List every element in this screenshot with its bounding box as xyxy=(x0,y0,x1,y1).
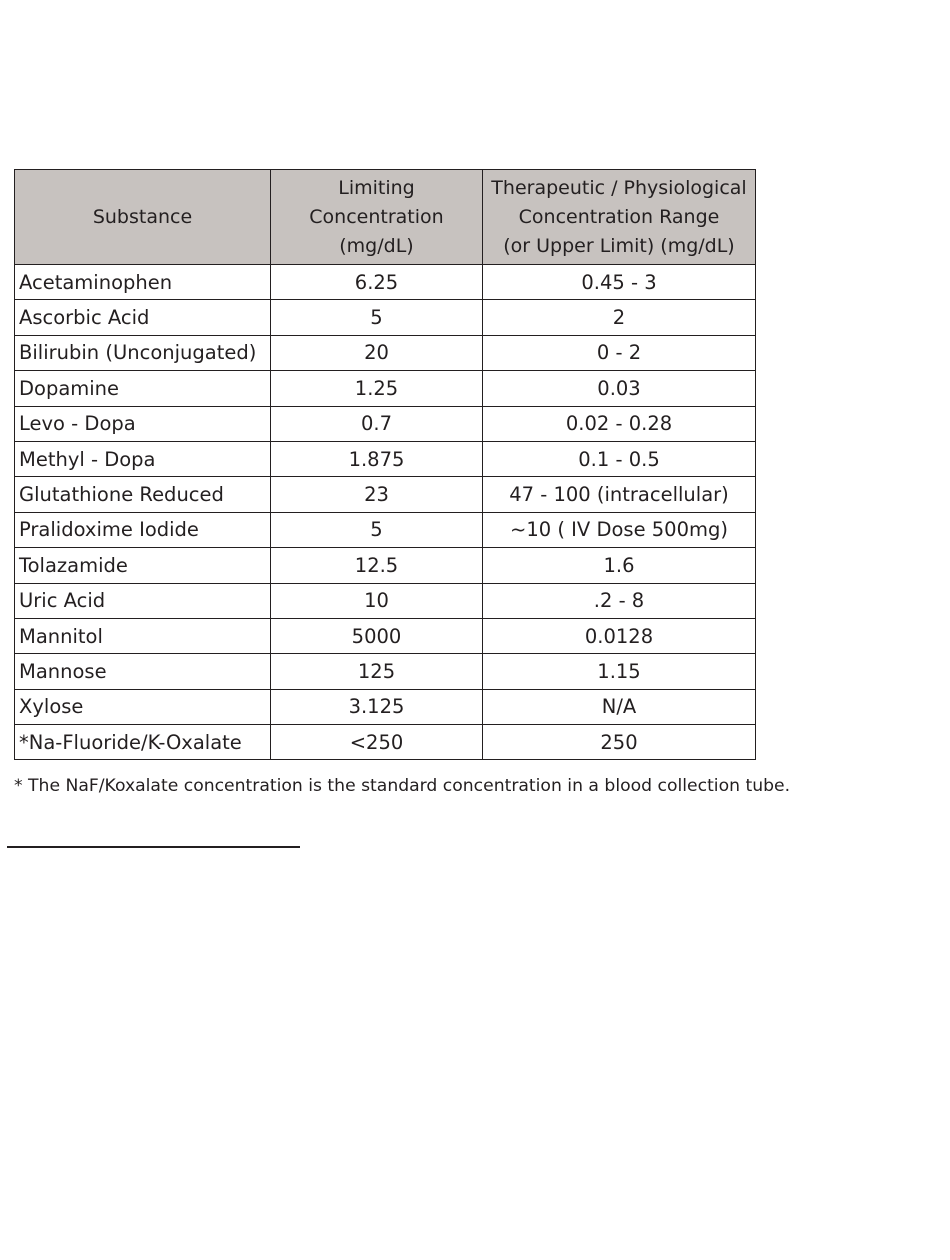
therapeutic-range-cell: .2 - 8 xyxy=(483,583,756,618)
table-row xyxy=(15,300,756,335)
therapeutic-range-cell: 0.45 - 3 xyxy=(483,265,756,300)
limiting-concentration-cell: 23 xyxy=(271,477,483,512)
limiting-concentration-cell: 5 xyxy=(271,300,483,335)
footnote: * The NaF/Koxalate concentration is the standard concentration in a blood collection tube. xyxy=(14,776,791,796)
table-row xyxy=(15,689,756,724)
limiting-concentration-cell: 0.7 xyxy=(271,406,483,441)
header-substance xyxy=(15,170,271,265)
header-limiting-line-3: (mg/dL) xyxy=(339,234,414,257)
therapeutic-range-cell: 0.03 xyxy=(483,371,756,406)
table-row xyxy=(15,725,756,760)
table-row xyxy=(15,512,756,547)
header-limiting-line-1: Limiting xyxy=(338,176,415,199)
header-therapeutic-range xyxy=(483,170,756,265)
header-limiting-concentration xyxy=(271,170,483,265)
table-row xyxy=(15,583,756,618)
substance-cell: Dopamine xyxy=(15,371,271,406)
therapeutic-range-cell: 0.1 - 0.5 xyxy=(483,441,756,476)
limiting-concentration-cell: 1.25 xyxy=(271,371,483,406)
limiting-concentration-cell: 1.875 xyxy=(271,441,483,476)
header-row xyxy=(15,170,756,265)
therapeutic-range-cell: 250 xyxy=(483,725,756,760)
limiting-concentration-cell: 3.125 xyxy=(271,689,483,724)
header-therapeutic-line-3: (or Upper Limit) (mg/dL) xyxy=(503,234,735,257)
therapeutic-range-cell: 0.0128 xyxy=(483,618,756,653)
table-row xyxy=(15,548,756,583)
table-row xyxy=(15,477,756,512)
substance-cell: Glutathione Reduced xyxy=(15,477,271,512)
header-limiting-line-2: Concentration xyxy=(309,205,444,228)
substance-cell: Levo - Dopa xyxy=(15,406,271,441)
table-row xyxy=(15,441,756,476)
interference-table xyxy=(14,169,756,760)
therapeutic-range-cell: 1.6 xyxy=(483,548,756,583)
therapeutic-range-cell: 0 - 2 xyxy=(483,335,756,370)
substance-cell: Pralidoxime Iodide xyxy=(15,512,271,547)
therapeutic-range-cell: ~10 ( IV Dose 500mg) xyxy=(483,512,756,547)
substance-cell: *Na-Fluoride/K-Oxalate xyxy=(15,725,271,760)
limiting-concentration-cell: 5 xyxy=(271,512,483,547)
substance-cell: Acetaminophen xyxy=(15,265,271,300)
limiting-concentration-cell: 6.25 xyxy=(271,265,483,300)
table-row xyxy=(15,265,756,300)
table-row xyxy=(15,654,756,689)
therapeutic-range-cell: 0.02 - 0.28 xyxy=(483,406,756,441)
table-body xyxy=(15,265,756,760)
substance-cell: Bilirubin (Unconjugated) xyxy=(15,335,271,370)
limiting-concentration-cell: 5000 xyxy=(271,618,483,653)
therapeutic-range-cell: 47 - 100 (intracellular) xyxy=(483,477,756,512)
limiting-concentration-cell: <250 xyxy=(271,725,483,760)
therapeutic-range-cell: 2 xyxy=(483,300,756,335)
substance-cell: Tolazamide xyxy=(15,548,271,583)
substance-cell: Mannose xyxy=(15,654,271,689)
limiting-concentration-cell: 20 xyxy=(271,335,483,370)
substance-cell: Methyl - Dopa xyxy=(15,441,271,476)
table-header xyxy=(15,170,756,265)
therapeutic-range-cell: N/A xyxy=(483,689,756,724)
header-therapeutic-line-1: Therapeutic / Physiological xyxy=(491,176,747,199)
header-substance-line: Substance xyxy=(92,205,193,228)
substance-cell: Ascorbic Acid xyxy=(15,300,271,335)
substance-cell: Mannitol xyxy=(15,618,271,653)
limiting-concentration-cell: 125 xyxy=(271,654,483,689)
footnote-separator-rule xyxy=(7,846,300,848)
header-therapeutic-line-2: Concentration Range xyxy=(518,205,720,228)
limiting-concentration-cell: 10 xyxy=(271,583,483,618)
substance-cell: Uric Acid xyxy=(15,583,271,618)
table-row xyxy=(15,371,756,406)
table-row xyxy=(15,618,756,653)
substance-cell: Xylose xyxy=(15,689,271,724)
therapeutic-range-cell: 1.15 xyxy=(483,654,756,689)
limiting-concentration-cell: 12.5 xyxy=(271,548,483,583)
table-row xyxy=(15,406,756,441)
table-row xyxy=(15,335,756,370)
